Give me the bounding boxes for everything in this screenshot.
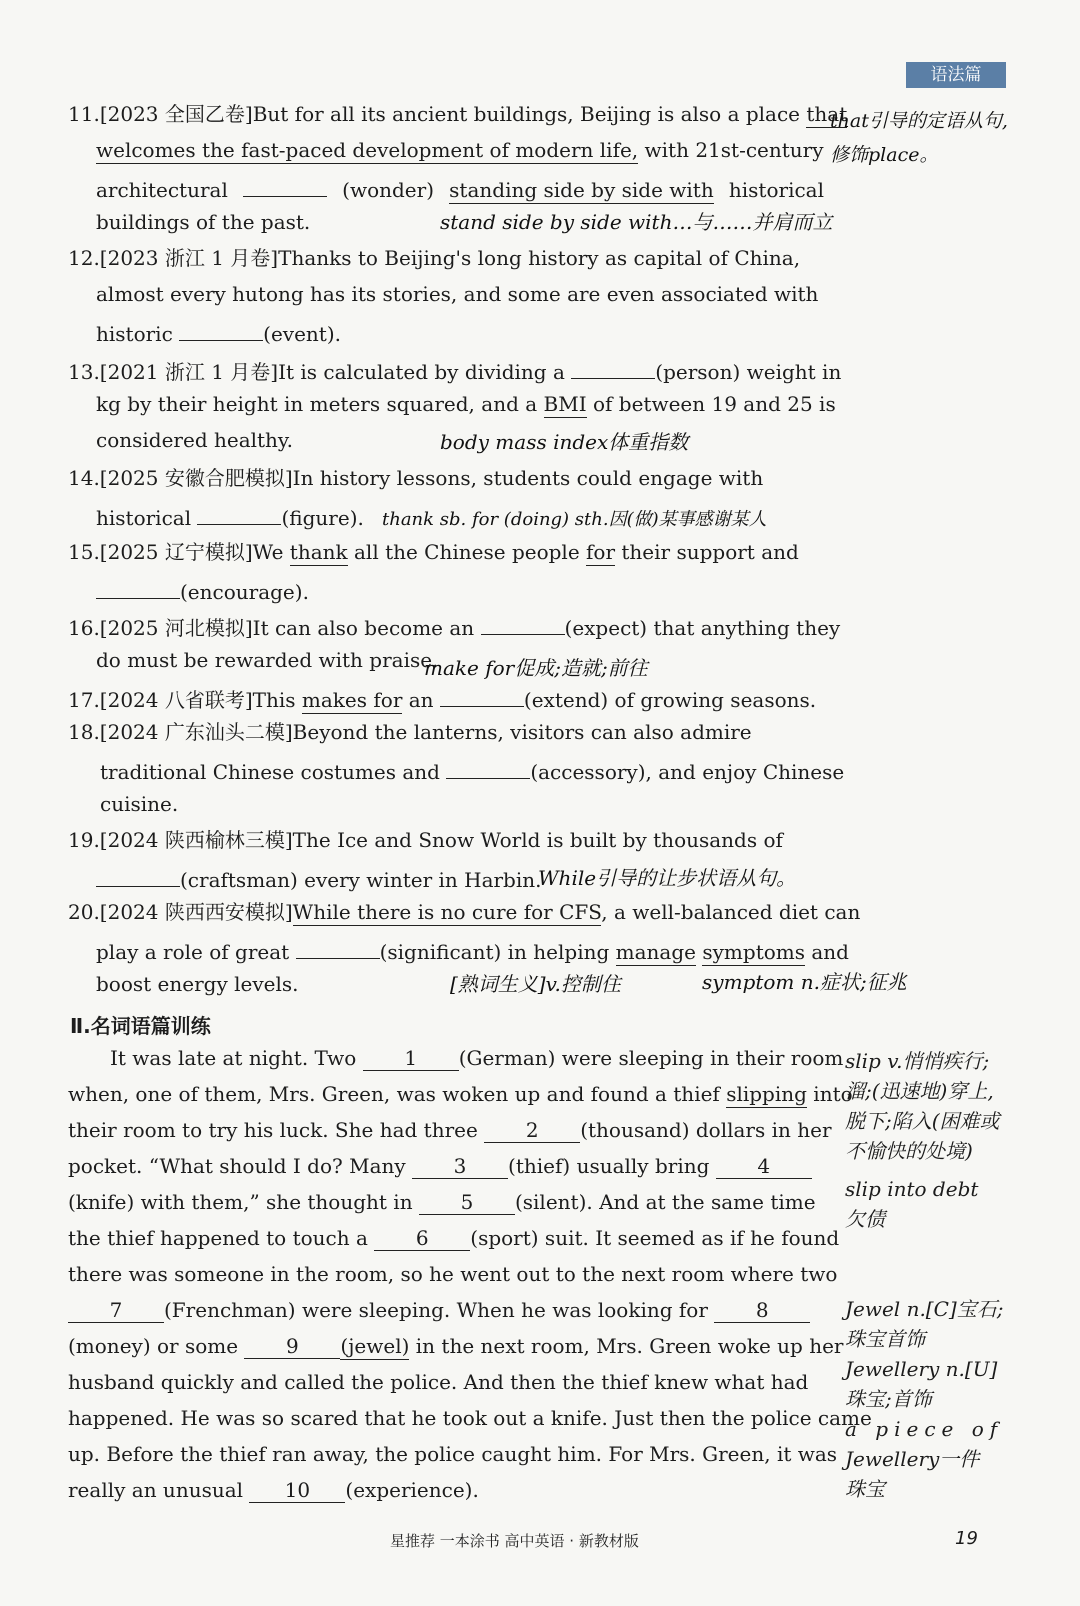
q11-line3-c: historical (728, 178, 824, 202)
q11-line2-rest: with 21st-century (638, 138, 824, 162)
p2-a: when, one of them, Mrs. Green, was woken up and found a thief (68, 1082, 727, 1106)
q18-line1: 18.[2024 广东汕头二模]Beyond the lanterns, visitors can also admire (68, 720, 752, 744)
q15-line1-b: all the Chinese people (347, 540, 587, 564)
side-note-line: a piece of (845, 1417, 1004, 1441)
q11-line3 (96, 174, 824, 204)
p9-c: in the next room, Mrs. Green woke up her (409, 1334, 844, 1358)
blank-10[interactable]: 10 (249, 1478, 345, 1503)
side-note-line: 珠宝 (845, 1477, 885, 1501)
q15-hint: (encourage). (180, 580, 309, 604)
q17-hint: (extend) of growing seasons. (523, 688, 817, 712)
q15-line2 (96, 576, 309, 604)
q11-line4: buildings of the past. (96, 210, 311, 234)
passage-line2 (68, 1082, 853, 1106)
q14-blank[interactable] (197, 502, 281, 525)
side-note-line: Jewel n.[C]宝石; (845, 1297, 1004, 1321)
p3-a: their room to try his luck. She had three (68, 1118, 478, 1142)
q20-line2-a: play a role of great (96, 940, 290, 964)
q11-blank[interactable] (243, 174, 327, 197)
q16-note: make for促成;造就;前往 (424, 656, 648, 680)
p13-a: really an unusual (68, 1478, 244, 1502)
q15-blank[interactable] (96, 576, 180, 599)
passage-line3 (68, 1118, 832, 1143)
q19-blank[interactable] (96, 864, 180, 887)
passage-line12: up. Before the thief ran away, the police caught him. For Mrs. Green, it was (68, 1442, 838, 1466)
side-note-line: slip v.悄悄疾行; (845, 1049, 990, 1073)
q17-line1 (68, 684, 816, 712)
q20-note2: symptom n.症状;征兆 (702, 970, 907, 994)
q19-line2 (96, 864, 542, 892)
q13-note: body mass index体重指数 (440, 430, 689, 454)
blank-7[interactable]: 7 (68, 1298, 164, 1323)
q11-that: that (806, 102, 848, 126)
side-note-line: 不愉快的处境) (845, 1139, 973, 1163)
page-number: 19 (955, 1528, 978, 1549)
side-note-line: 溜;(迅速地)穿上, (845, 1079, 994, 1103)
q16-line2: do must be rewarded with praise. (96, 648, 439, 672)
blank-2[interactable]: 2 (484, 1118, 580, 1143)
side-note-line: Jewellery n.[U] (845, 1357, 998, 1381)
q20-line3: boost energy levels. (96, 972, 299, 996)
q18-hint: (accessory), and enjoy Chinese (530, 760, 845, 784)
q11-text: But for all its ancient buildings, Beijing is also a place (252, 102, 807, 126)
blank-8[interactable]: 8 (714, 1298, 810, 1323)
q17-makes-for: makes for (301, 688, 403, 712)
q11-line1 (68, 102, 847, 126)
q13-line3: considered healthy. (96, 428, 293, 452)
passage-line1 (110, 1046, 843, 1071)
p3-c: (thousand) dollars in her (580, 1118, 832, 1142)
passage-line4 (68, 1154, 812, 1179)
p5-a: (knife) with them,” she thought in (68, 1190, 413, 1214)
q14-note: thank sb. for (doing) sth.因(做)某事感谢某人 (382, 509, 767, 530)
q19-hint: (craftsman) every winter in Harbin. (180, 868, 542, 892)
q17-line1-b: an (402, 688, 434, 712)
q16-hint: (expect) that anything they (564, 616, 841, 640)
q18-line3: cuisine. (100, 792, 179, 816)
p2-b: into (806, 1082, 853, 1106)
q11-line2 (96, 138, 824, 162)
passage-line7: there was someone in the room, so he went out to the next room where two (68, 1262, 838, 1286)
passage-line6 (68, 1226, 839, 1251)
p13-c: (experience). (345, 1478, 479, 1502)
p6-c: (sport) suit. It seemed as if he found (470, 1226, 840, 1250)
q11-note1: that引导的定语从句,修饰place。 (830, 110, 1008, 166)
blank-4[interactable]: 4 (716, 1154, 812, 1179)
blank-6[interactable]: 6 (374, 1226, 470, 1251)
passage-line9 (68, 1334, 844, 1359)
q14-line1: 14.[2025 安徽合肥模拟]In history lessons, students could engage with (68, 466, 764, 490)
q11-note2: stand side by side with…与……并肩而立 (440, 210, 833, 234)
footer-text: 星推荐 一本涂书 高中英语 · 新教材版 (390, 1532, 639, 1550)
side-note-line: slip into debt (845, 1177, 979, 1201)
q20-line1-a: 20.[2024 陕西西安模拟] (68, 900, 293, 924)
p6-a: the thief happened to touch a (68, 1226, 368, 1250)
q11-phrase: standing side by side with (449, 178, 714, 202)
q15-line1-c: their support and (615, 540, 799, 564)
q20-symptoms: symptoms (702, 940, 805, 964)
q11-underlined-clause: welcomes the fast-paced development of modern life, (96, 138, 639, 162)
q20-line1 (68, 900, 860, 924)
q14-hint: (figure). (281, 506, 364, 530)
q13-line2 (96, 392, 836, 416)
q11-source: [2023 全国乙卷] (99, 102, 253, 126)
q14-line2-a: historical (96, 506, 192, 530)
side-note-line: 珠宝首饰 (845, 1327, 925, 1351)
q13-line1-a: 13.[2021 浙江 1 月卷]It is calculated by dividing a (68, 360, 565, 384)
q16-line1-a: 16.[2025 河北模拟]It can also become an (68, 616, 475, 640)
p1-c: (German) were sleeping in their room (458, 1046, 844, 1070)
blank-5[interactable]: 5 (419, 1190, 515, 1215)
passage-line10: husband quickly and called the police. And then the thief knew what had (68, 1370, 809, 1394)
p9-a: (money) or some (68, 1334, 239, 1358)
q17-blank[interactable] (440, 684, 524, 707)
q19-note: While引导的让步状语从句。 (538, 866, 797, 890)
q20-note1: [熟词生义]v.控制住 (450, 972, 621, 996)
p4-a: pocket. “What should I do? Many (68, 1154, 406, 1178)
q13-hint: (person) weight in (655, 360, 842, 384)
q15-line1 (68, 540, 799, 564)
q12-blank[interactable] (179, 318, 263, 341)
q18-line2-a: traditional Chinese costumes and (100, 760, 440, 784)
q11-num: 11. (68, 102, 100, 126)
side-note-line: 珠宝;首饰 (845, 1387, 932, 1411)
p9-jewel: (jewel) (340, 1334, 410, 1358)
q13-line2-b: of between 19 and 25 is (586, 392, 836, 416)
q12-line2: almost every hutong has its stories, and some are even associated with (96, 282, 819, 306)
q20-clause: While there is no cure for CFS (292, 900, 602, 924)
q11-line3-a: architectural (96, 178, 228, 202)
side-note-line: Jewellery一件 (845, 1447, 980, 1471)
q15-thank: thank (289, 540, 348, 564)
p5-c: (silent). And at the same time (514, 1190, 816, 1214)
q13-line2-a: kg by their height in meters squared, and a (96, 392, 544, 416)
q16-blank[interactable] (481, 612, 565, 635)
p8-a: (Frenchman) were sleeping. When he was looking for (164, 1298, 708, 1322)
q19-line1: 19.[2024 陕西榆林三模]The Ice and Snow World is built by thousands of (68, 828, 783, 852)
blank-3[interactable]: 3 (412, 1154, 508, 1179)
side-note-jewel (845, 1294, 1003, 1504)
q12-line3 (96, 318, 341, 346)
side-note-slip (845, 1046, 1000, 1234)
q13-line1 (68, 356, 841, 384)
p2-slipping: slipping (726, 1082, 807, 1106)
q16-line1 (68, 612, 840, 640)
q20-line2-b: and (805, 940, 849, 964)
side-note-line: 欠债 (845, 1207, 885, 1231)
q20-hint: (significant) in helping (379, 940, 616, 964)
p4-c: (thief) usually bring (508, 1154, 710, 1178)
q12-hint: (event). (263, 322, 341, 346)
q13-bmi: BMI (543, 392, 587, 416)
p1-a: It was late at night. Two (110, 1046, 357, 1070)
q14-line2 (96, 502, 364, 530)
blank-9[interactable]: 9 (244, 1334, 340, 1359)
q12-line1: 12.[2023 浙江 1 月卷]Thanks to Beijing's long history as capital of China, (68, 246, 801, 270)
q15-line1-a: 15.[2025 辽宁模拟]We (68, 540, 290, 564)
q15-for: for (586, 540, 616, 564)
q17-line1-a: 17.[2024 八省联考]This (68, 688, 302, 712)
passage-line13 (68, 1478, 479, 1503)
section-title: Ⅱ.名词语篇训练 (70, 1014, 211, 1038)
section-badge: 语法篇 (906, 62, 1006, 88)
side-note-line: 脱下;陷入(困难或 (845, 1109, 1000, 1133)
q20-blank[interactable] (296, 936, 380, 959)
passage-line11: happened. He was so scared that he took out a knife. Just then the police came (68, 1406, 872, 1430)
q20-line1-b: , a well-balanced diet can (601, 900, 861, 924)
q13-blank[interactable] (571, 356, 655, 379)
q11-hint: (wonder) (342, 178, 435, 202)
passage-line5 (68, 1190, 816, 1215)
q20-manage: manage (615, 940, 696, 964)
q18-blank[interactable] (446, 756, 530, 779)
q20-line2 (96, 936, 849, 964)
passage-line8 (68, 1298, 810, 1323)
blank-1[interactable]: 1 (363, 1046, 459, 1071)
q18-line2 (100, 756, 844, 784)
q12-line3-a: historic (96, 322, 173, 346)
